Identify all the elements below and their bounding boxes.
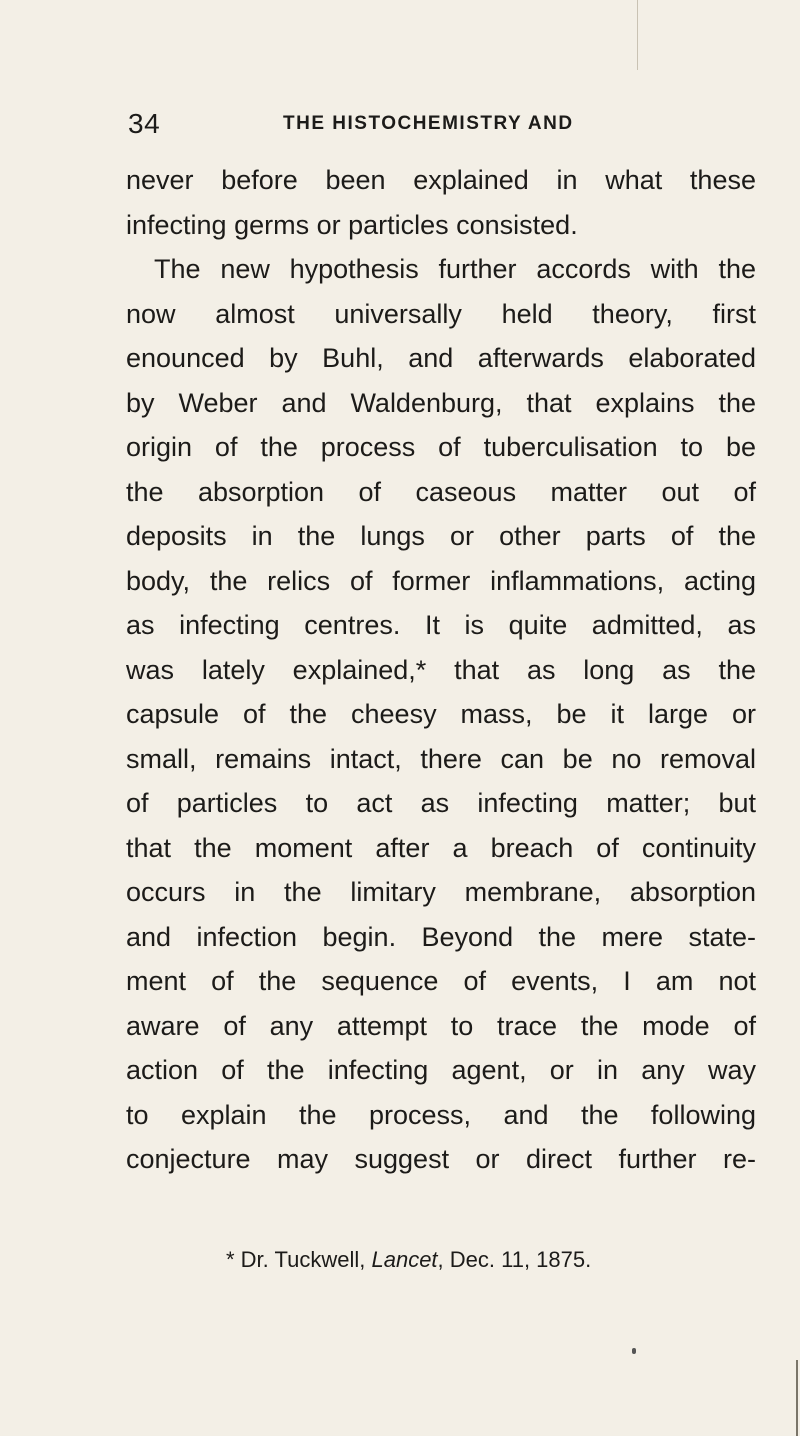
footnote-journal: Lancet [371, 1247, 438, 1272]
body-text [126, 158, 756, 1182]
text-line: and infection begin. Beyond the mere state- [126, 921, 756, 952]
text-line: the absorption of caseous matter out of [126, 476, 756, 507]
text-line: deposits in the lungs or other parts of the [126, 521, 756, 552]
footnote [226, 1245, 591, 1275]
footnote-suffix: , Dec. 11, 1875. [437, 1247, 592, 1272]
text-line: now almost universally held theory, first [126, 298, 756, 329]
text-line: aware of any attempt to trace the mode of [126, 1010, 756, 1041]
text-line: conjecture may suggest or direct further re- [126, 1144, 756, 1175]
text-line: never before been explained in what these [126, 165, 756, 195]
text-line: that the moment after a breach of continuity [126, 832, 756, 863]
text-line: action of the infecting agent, or in any way [126, 1055, 756, 1086]
text-line: body, the relics of former inflammations, acting [126, 565, 756, 596]
text-line: was lately explained,* that as long as the [126, 654, 756, 685]
text-line: ment of the sequence of events, I am not [126, 966, 756, 997]
text-line: by Weber and Waldenburg, that explains the [126, 387, 756, 418]
footnote-prefix: * Dr. Tuckwell, [226, 1247, 372, 1272]
scan-mark-edge [796, 1360, 798, 1436]
scan-mark-dot [632, 1348, 636, 1354]
text-line: to explain the process, and the following [126, 1099, 756, 1130]
page-header [128, 104, 758, 144]
text-line: small, remains intact, there can be no removal [126, 743, 756, 774]
text-line: of particles to act as infecting matter; but [126, 788, 756, 819]
text-line: as infecting centres. It is quite admitted, as [126, 610, 756, 641]
text-line: The new hypothesis further accords with the [154, 254, 756, 285]
text-line: capsule of the cheesy mass, be it large or [126, 699, 756, 730]
scan-mark-top [637, 0, 638, 70]
text-line: origin of the process of tuberculisation to be [126, 432, 756, 463]
text-line: enounced by Buhl, and afterwards elaborated [126, 343, 756, 374]
text-line: infecting germs or particles consisted. [126, 209, 578, 240]
text-line: occurs in the limitary membrane, absorption [126, 877, 756, 908]
page-number: 34 [128, 108, 161, 139]
running-head: THE HISTOCHEMISTRY AND [283, 113, 574, 134]
